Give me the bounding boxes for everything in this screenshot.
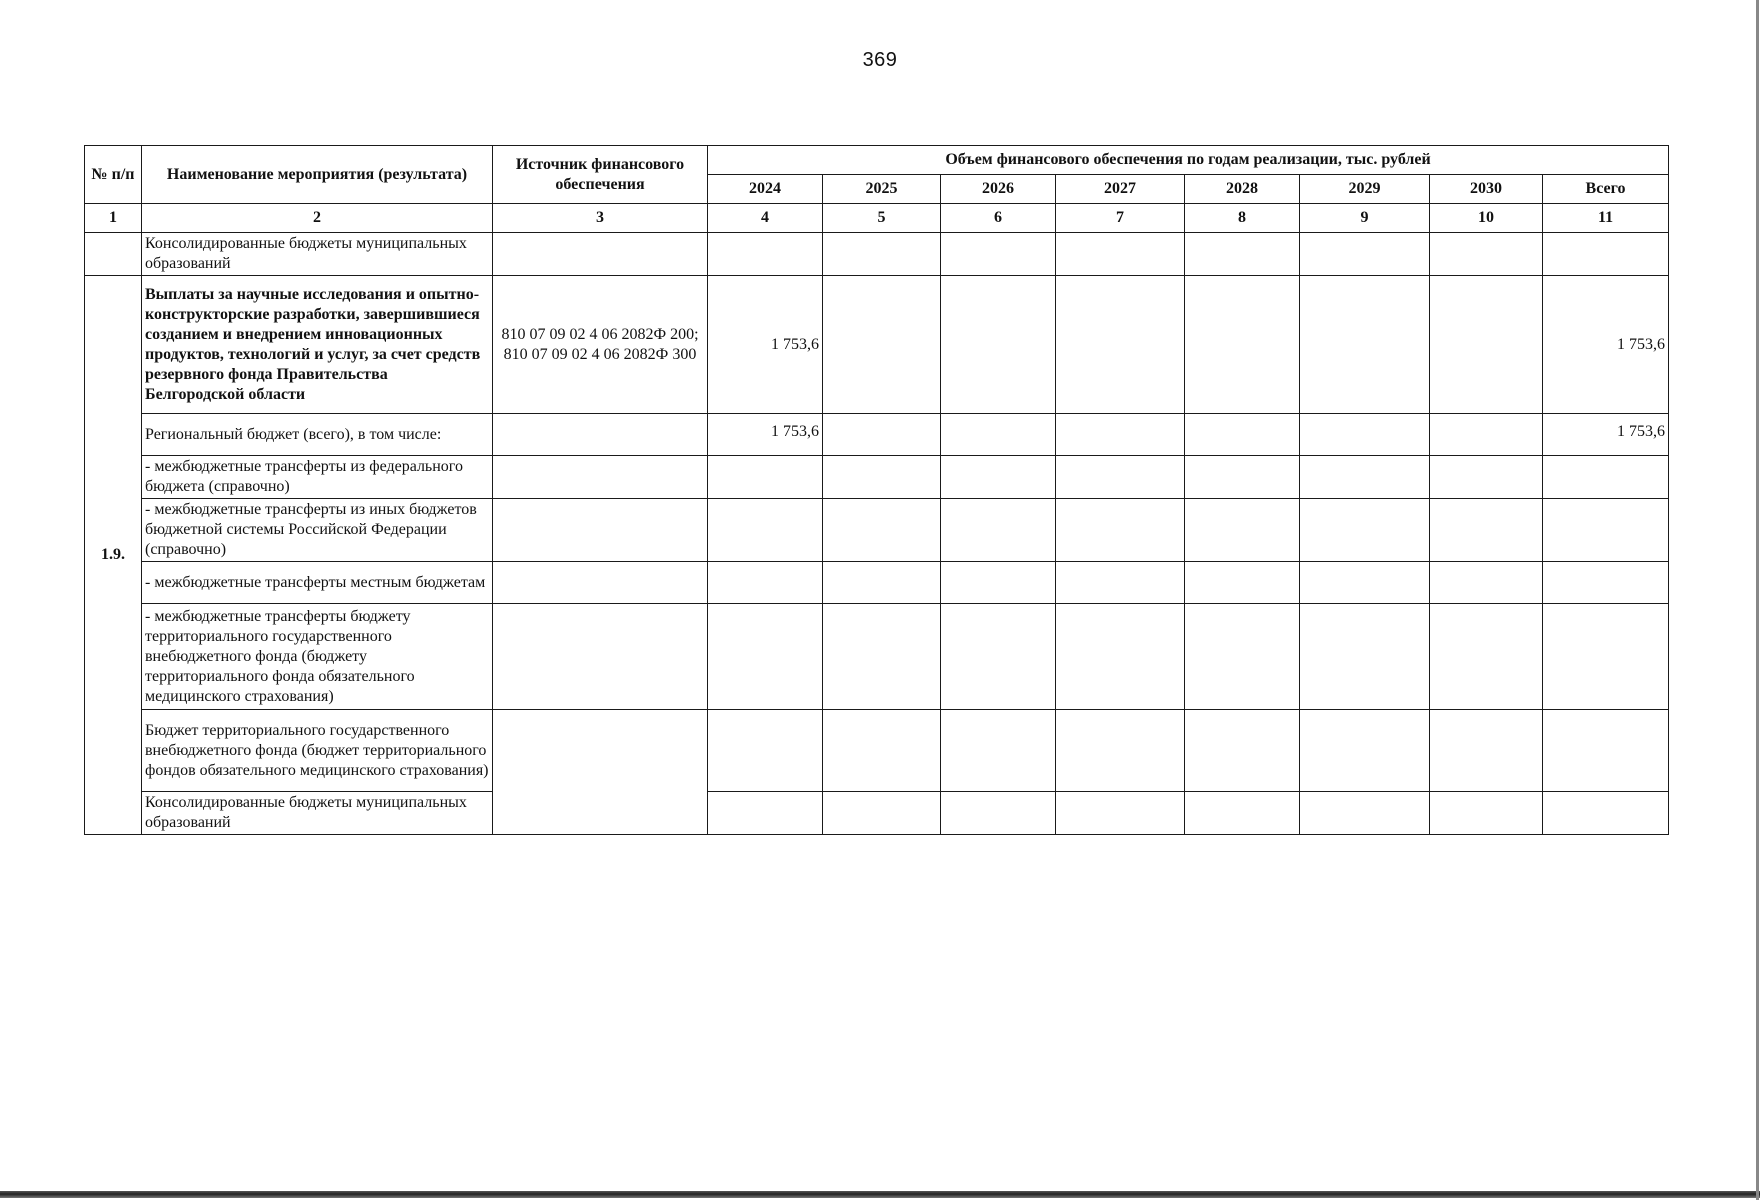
value-cell [1056,562,1185,604]
table-row [85,499,1669,562]
value-cell [1185,562,1300,604]
value-cell [1056,414,1185,456]
column-numbers-row [85,204,1669,233]
column-number: 7 [1056,204,1185,233]
value-cell [1300,792,1430,835]
value-cell [708,456,823,499]
value-cell [1185,604,1300,710]
column-number: 3 [493,204,708,233]
value-cell [708,604,823,710]
value-cell [941,604,1056,710]
value-cell: 1 753,6 [1543,276,1669,414]
value-cell [1430,499,1543,562]
value-cell [1056,456,1185,499]
row-name: Консолидированные бюджеты муниципальных образований [142,792,493,835]
value-cell [1430,604,1543,710]
row-name: Консолидированные бюджеты муниципальных образований [142,233,493,276]
column-number: 11 [1543,204,1669,233]
header-year: 2027 [1056,175,1185,204]
value-cell [1185,710,1300,792]
value-cell [823,499,941,562]
header-year: 2026 [941,175,1056,204]
table-row [85,456,1669,499]
value-cell [1300,604,1430,710]
value-cell [1430,562,1543,604]
row-source [493,499,708,562]
header-year: Всего [1543,175,1669,204]
header-year: 2029 [1300,175,1430,204]
value-cell [1056,604,1185,710]
value-cell [708,792,823,835]
value-cell [708,562,823,604]
scan-edge-right [1756,0,1759,1200]
value-cell [1300,499,1430,562]
value-cell [1185,499,1300,562]
value-cell [1185,456,1300,499]
value-cell [1185,233,1300,276]
column-number: 6 [941,204,1056,233]
value-cell [1430,456,1543,499]
header-name: Наименование мероприятия (результата) [142,146,493,204]
row-index: 1.9. [85,276,142,835]
value-cell [1430,233,1543,276]
value-cell [823,710,941,792]
row-name: Выплаты за научные исследования и опытно-конструкторские разработки, завершившиеся созданием и внедрением инновационных продуктов, технологий и услуг, за счет средств резервного фонда Правительства Белгородской области [142,276,493,414]
row-name: - межбюджетные трансферты из федерального бюджета (справочно) [142,456,493,499]
row-source [493,233,708,276]
value-cell [1300,456,1430,499]
value-cell [823,276,941,414]
value-cell [1185,276,1300,414]
row-source [493,710,708,835]
value-cell [1430,792,1543,835]
column-number: 9 [1300,204,1430,233]
value-cell [1056,792,1185,835]
value-cell [941,792,1056,835]
scan-edge-bottom [0,1191,1760,1198]
table-row [85,276,1669,414]
value-cell [1056,276,1185,414]
value-cell [1543,233,1669,276]
value-cell [1543,562,1669,604]
value-cell [1056,499,1185,562]
row-name: - межбюджетные трансферты бюджету территориального государственного внебюджетного фонда (бюджету территориального фонда обязательного медицинского страхования) [142,604,493,710]
value-cell [823,414,941,456]
value-cell [941,276,1056,414]
value-cell [941,456,1056,499]
row-source: 810 07 09 02 4 06 2082Ф 200; 810 07 09 02 4 06 2082Ф 300 [493,276,708,414]
value-cell [1430,414,1543,456]
value-cell [1056,233,1185,276]
value-cell [823,233,941,276]
value-cell [823,604,941,710]
row-name: Бюджет территориального государственного внебюджетного фонда (бюджет территориального фондов обязательного медицинского страхования) [142,710,493,792]
value-cell: 1 753,6 [708,276,823,414]
table-row [85,604,1669,710]
value-cell [708,710,823,792]
table-row [85,710,1669,792]
header-num: № п/п [85,146,142,204]
value-cell [1543,710,1669,792]
value-cell [941,414,1056,456]
row-source [493,456,708,499]
column-number: 5 [823,204,941,233]
header-row-1 [85,146,1669,175]
header-year: 2024 [708,175,823,204]
row-name: - межбюджетные трансферты из иных бюджетов бюджетной системы Российской Федерации (справочно) [142,499,493,562]
value-cell [1300,233,1430,276]
value-cell [1543,792,1669,835]
header-volume: Объем финансового обеспечения по годам реализации, тыс. рублей [708,146,1669,175]
value-cell [1543,604,1669,710]
value-cell [708,499,823,562]
value-cell [941,233,1056,276]
row-name: Региональный бюджет (всего), в том числе: [142,414,493,456]
value-cell [941,710,1056,792]
header-year: 2030 [1430,175,1543,204]
value-cell [1300,562,1430,604]
value-cell [1185,414,1300,456]
column-number: 10 [1430,204,1543,233]
row-source [493,414,708,456]
column-number: 2 [142,204,493,233]
table-row [85,414,1669,456]
table-body [85,233,1669,835]
value-cell [1300,414,1430,456]
row-source [493,562,708,604]
column-number: 8 [1185,204,1300,233]
value-cell [1430,276,1543,414]
value-cell [823,562,941,604]
column-number: 1 [85,204,142,233]
header-source: Источник финансового обеспечения [493,146,708,204]
value-cell [941,499,1056,562]
value-cell [823,792,941,835]
value-cell [941,562,1056,604]
table-row [85,233,1669,276]
table-row [85,562,1669,604]
row-source [493,604,708,710]
value-cell [1056,710,1185,792]
value-cell [1430,710,1543,792]
value-cell [1300,276,1430,414]
value-cell [1185,792,1300,835]
row-index [85,233,142,276]
header-year: 2028 [1185,175,1300,204]
financing-table [84,145,1669,835]
value-cell [1300,710,1430,792]
value-cell [823,456,941,499]
page-number: 369 [862,49,898,71]
value-cell: 1 753,6 [708,414,823,456]
value-cell [1543,499,1669,562]
value-cell: 1 753,6 [1543,414,1669,456]
column-number: 4 [708,204,823,233]
table-row [85,792,1669,835]
value-cell [1543,456,1669,499]
row-name: - межбюджетные трансферты местным бюджетам [142,562,493,604]
value-cell [708,233,823,276]
header-year: 2025 [823,175,941,204]
